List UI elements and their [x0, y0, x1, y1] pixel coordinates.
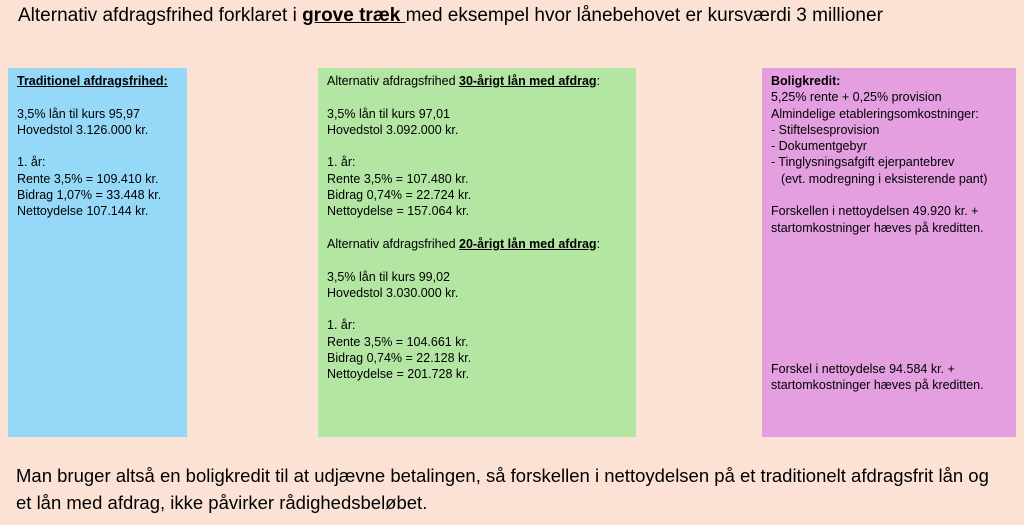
title-suffix: med eksempel hvor lånebehovet er kursværdi 3 millioner [405, 5, 883, 26]
boligkredit-diff2-line1: Forskel i nettoydelse 94.584 kr. + [771, 361, 955, 376]
boligkredit-diff1-line1: Forskellen i nettoydelsen 49.920 kr. + [771, 204, 979, 219]
boligkredit-cost-item: - Dokumentgebyr [771, 139, 867, 154]
loan20-interest: Rente 3,5% = 104.661 kr. [327, 334, 469, 349]
boligkredit-cost-item: - Stiftelsesprovision [771, 122, 880, 137]
traditional-net-payment: Nettoydelse 107.144 kr. [17, 204, 149, 219]
loan30-interest: Rente 3,5% = 107.480 kr. [327, 171, 469, 186]
traditional-principal: Hovedstol 3.126.000 kr. [17, 122, 149, 137]
footer-text: Man bruger altså en boligkredit til at udjævne betalingen, så forskellen i nettoydelsen på et traditionelt afdragsfrit lån og et lån med afdrag, ikke påvirker rådighedsbeløbet. [16, 465, 989, 513]
loan30-year-label: 1. år: [327, 155, 356, 170]
title-prefix: Alternativ afdragsfrihed forklaret i [18, 5, 303, 26]
loan30-heading: Alternativ afdragsfrihed 30-årigt lån med afdrag: [327, 74, 601, 88]
loan20-heading: Alternativ afdragsfrihed 20-årigt lån med afdrag: [327, 236, 601, 251]
boligkredit-cost-note: (evt. modregning i eksisterende pant) [781, 171, 988, 186]
traditional-box [8, 68, 187, 437]
boligkredit-box [762, 68, 1016, 437]
loan30-principal: Hovedstol 3.092.000 kr. [327, 122, 459, 137]
loan30-net-payment: Nettoydelse = 157.064 kr. [327, 204, 470, 219]
traditional-heading: Traditionel afdragsfrihed: [17, 74, 168, 88]
title-emphasis: grove træk [302, 5, 406, 26]
loan20-loan-rate: 3,5% lån til kurs 99,02 [327, 269, 450, 284]
boligkredit-cost-item: - Tinglysningsafgift ejerpantebrev [771, 155, 955, 170]
boligkredit-diff1-line2: startomkostninger hæves på kreditten. [771, 220, 984, 235]
alternative-box [318, 68, 636, 437]
loan20-year-label: 1. år: [327, 318, 356, 333]
traditional-loan-rate: 3,5% lån til kurs 95,97 [17, 106, 140, 121]
traditional-contribution: Bidrag 1,07% = 33.448 kr. [17, 188, 162, 203]
boligkredit-rate: 5,25% rente + 0,25% provision [771, 90, 942, 105]
boligkredit-costs-label: Almindelige etableringsomkostninger: [771, 106, 979, 121]
loan30-loan-rate: 3,5% lån til kurs 97,01 [327, 106, 450, 121]
boligkredit-diff2-line2: startomkostninger hæves på kreditten. [771, 378, 984, 393]
page-title [18, 5, 883, 27]
loan20-net-payment: Nettoydelse = 201.728 kr. [327, 367, 470, 382]
traditional-year-label: 1. år: [17, 155, 46, 170]
loan20-principal: Hovedstol 3.030.000 kr. [327, 285, 459, 300]
traditional-interest: Rente 3,5% = 109.410 kr. [17, 171, 159, 186]
loan20-contribution: Bidrag 0,74% = 22.128 kr. [327, 351, 472, 366]
boligkredit-heading: Boligkredit: [771, 74, 841, 88]
loan30-contribution: Bidrag 0,74% = 22.724 kr. [327, 188, 472, 203]
